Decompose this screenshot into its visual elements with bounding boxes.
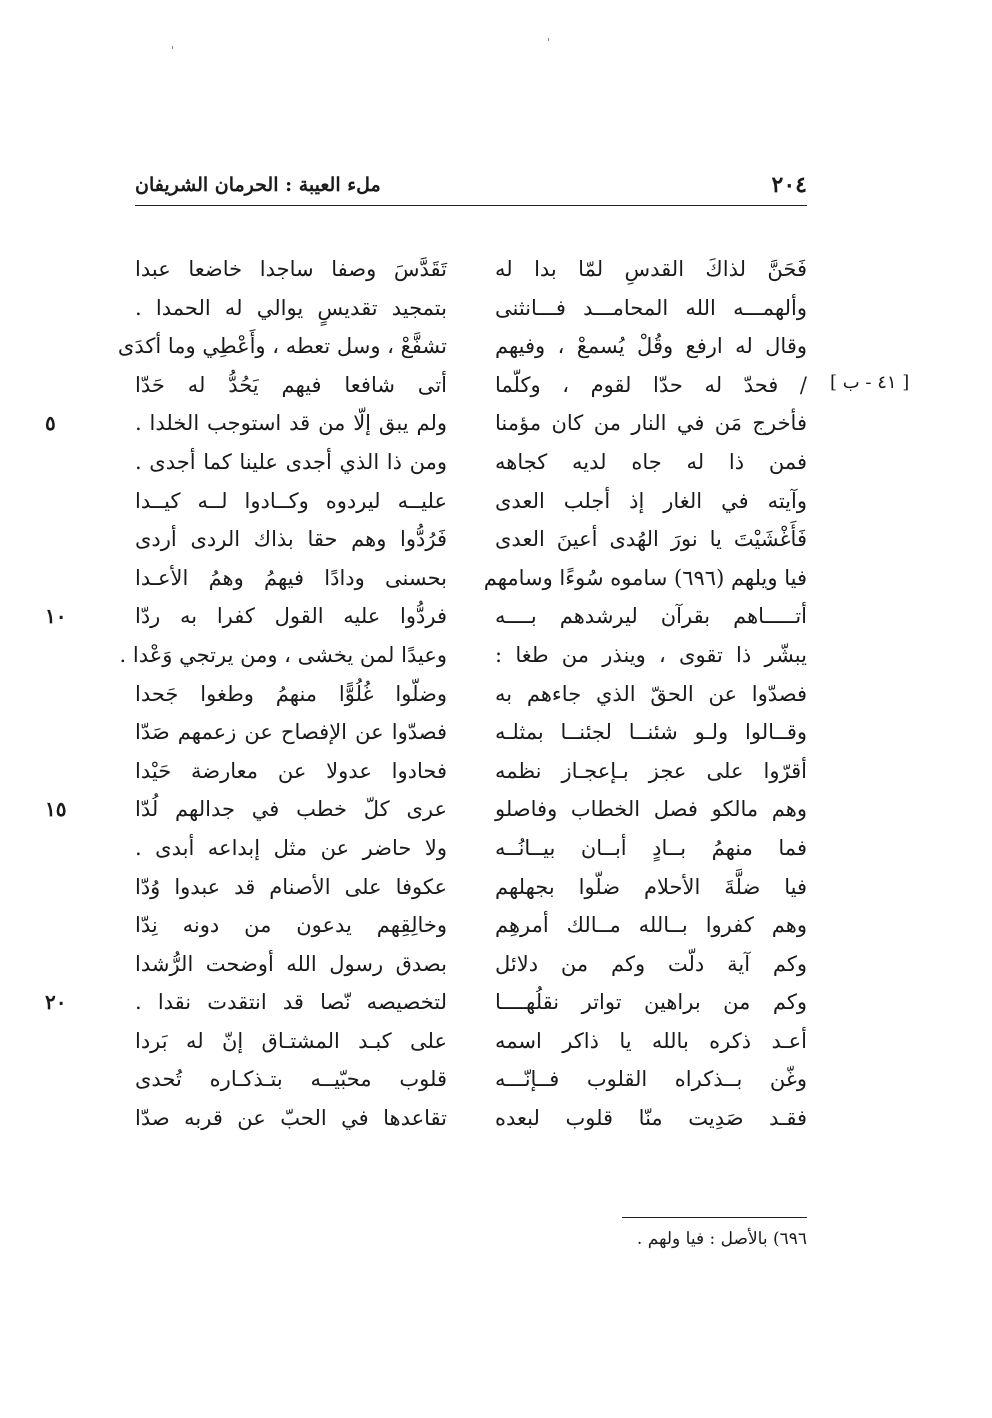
verse-line — [135, 713, 807, 752]
verse-second-hemistich: بحسنى ودادًا فيهمُ وهمُ الأعـدا — [135, 565, 447, 590]
verse-first-hemistich: وآيته في الغار إذ أجلب العدى — [495, 488, 807, 513]
verse-line — [135, 868, 807, 907]
verse-line — [135, 1060, 807, 1099]
verse-second-hemistich: تَقَدَّسَ وصفا ساجدا خاضعا عبدا — [135, 257, 447, 281]
verse-second-hemistich: فصدّوا عن الإفصاح عن زعمهم صَدّا — [135, 720, 447, 745]
verse-first-hemistich: فصدّوا عن الحقّ الذي جاءهم به — [495, 681, 807, 706]
verse-first-hemistich: أقرّوا على عجز بـإعجـاز نظمه — [495, 758, 807, 783]
verse-first-hemistich: وقال له ارفع وقُلْ يُسمعْ ، وفيهم — [495, 334, 807, 359]
verse-second-hemistich: فردُّوا عليه القول كفرا به ردّا — [135, 604, 447, 629]
verse-line — [45, 790, 807, 829]
verse-second-hemistich: فَرُدُّوا وهم حقا بذاك الردى أردى — [135, 527, 447, 552]
verse-second-hemistich: قلوب محبّيــه بتـذكـاره تُحدى — [135, 1067, 447, 1092]
verse-second-hemistich: عكوفا على الأصنام قد عبدوا وُدّا — [135, 874, 447, 899]
line-number: ٢٠ — [45, 990, 67, 1015]
verse-first-hemistich: فقـد صَدِيت منّا قلوب لبعده — [495, 1106, 807, 1131]
line-number: ١٥ — [45, 797, 67, 822]
verse-line — [135, 906, 807, 945]
verse-line — [135, 559, 807, 598]
verse-second-hemistich: بصدق رسول الله أوضحت الرُّشدا — [135, 951, 447, 976]
verse-line — [117, 327, 807, 366]
margin-folio-marker: [ ٤١ - ب ] — [830, 372, 910, 393]
verse-second-hemistich: ومن ذا الذي أجدى علينا كما أجدى . — [135, 449, 447, 474]
verse-second-hemistich: عليــه ليردوه وكــادوا لــه كيــدا — [135, 488, 447, 513]
verse-first-hemistich: وقــالوا ولـو شئنــا لجئنــا بمثلـه — [495, 720, 807, 745]
verse-first-hemistich: / فحدّ له حدّا لقوم ، وكلّما — [495, 372, 807, 397]
verse-first-hemistich: وكم من براهين تواتر نقلُهــــا — [495, 990, 807, 1015]
verse-first-hemistich: وهم مالكو فصل الخطاب وفاصلو — [495, 797, 807, 822]
verse-first-hemistich: فَحَنَّ لذاكَ القدسِ لمّا بدا له — [495, 257, 807, 281]
verse-first-hemistich: وهم كفروا بــالله مــالك أمرهِم — [495, 913, 807, 938]
verse-first-hemistich: وكم آية دلّت وكم من دلائل — [495, 951, 807, 976]
verse-line — [135, 366, 807, 405]
verse-first-hemistich: فَأَغْشَيْتَ يا نورَ الهُدى أعينَ العدى — [495, 527, 807, 552]
verse-line — [135, 829, 807, 868]
verse-second-hemistich: تشفَّعْ ، وسل تعطه ، وأَعْطِي وما أكدَى — [117, 334, 447, 359]
verse-first-hemistich: فأخرج مَن في النار من كان مؤمنا — [495, 411, 807, 436]
page-number: ٢٠٤ — [771, 172, 807, 198]
verse-line — [45, 597, 807, 636]
line-number: ٥ — [45, 411, 56, 436]
verse-first-hemistich: وألهمـــه الله المحامـــد فـــانثنى — [495, 295, 807, 320]
verse-second-hemistich: ولا حاضر عن مثل إبداعه أبدى . — [135, 835, 447, 860]
footnote: ٦٩٦) بالأصل : فيا ولهم . — [636, 1229, 807, 1249]
running-title: ملء العيبة : الحرمان الشريفان — [135, 174, 381, 196]
scan-speck — [548, 38, 549, 41]
verse-first-hemistich: فيا ضلَّةَ الأحلام ضلّوا بجهلهم — [495, 874, 807, 899]
verse-first-hemistich: يبشّر ذا تقوى ، وينذر من طغا : — [495, 642, 807, 667]
verse-second-hemistich: بتمجيد تقديسٍ يوالي له الحمدا . — [135, 295, 447, 320]
verse-second-hemistich: وعيدًا لمن يخشى ، ومن يرتجي وَعْدا . — [119, 642, 447, 667]
verse-second-hemistich: تقاعدها في الحبّ عن قربه صدّا — [135, 1106, 447, 1131]
verse-line — [135, 520, 807, 559]
verse-line — [135, 443, 807, 482]
verse-second-hemistich: أتى شافعا فيهم يَحُدُّ له حَدّا — [135, 372, 447, 397]
page-header — [135, 168, 807, 204]
verse-line — [119, 636, 807, 675]
verse-line — [45, 983, 807, 1022]
header-rule — [135, 205, 807, 206]
verse-second-hemistich: ولم يبق إلّا من قد استوجب الخلدا . — [135, 411, 447, 436]
verse-line — [135, 482, 807, 521]
verse-second-hemistich: على كبـد المشتـاق إنّ له بَردا — [135, 1028, 447, 1053]
verse-second-hemistich: وخالِقِهم يدعون من دونه نِدّا — [135, 913, 447, 938]
verse-first-hemistich: فمن ذا له جاه لديه كجاهه — [495, 449, 807, 474]
verse-first-hemistich: وغّن بــذكراه القلوب فــإنّـــه — [495, 1067, 807, 1092]
verse-first-hemistich: أتـــــاهم بقرآن ليرشدهم بــــه — [495, 604, 807, 629]
verse-second-hemistich: وضلّوا غُلُوًّا منهمُ وطغوا جَحدا — [135, 681, 447, 706]
line-number: ١٠ — [45, 604, 67, 629]
verse-first-hemistich: أعـد ذكره بالله يا ذاكر اسمه — [495, 1028, 807, 1053]
verse-line — [135, 675, 807, 714]
verse-line — [135, 1022, 807, 1061]
verse-line — [135, 289, 807, 328]
poem-body — [45, 250, 807, 1138]
verse-line — [135, 945, 807, 984]
verse-first-hemistich: فما منهمُ بــادٍ أبــان بيــانُــه — [495, 835, 807, 860]
verse-second-hemistich: فحادوا عدولا عن معارضة حَيْدا — [135, 758, 447, 783]
verse-line — [135, 752, 807, 791]
verse-line — [135, 1099, 807, 1138]
verse-second-hemistich: لتخصيصه نّصا قد انتقدت نقدا . — [135, 990, 447, 1015]
verse-line — [45, 404, 807, 443]
verse-line — [135, 250, 807, 289]
verse-first-hemistich: فيا ويلهم (٦٩٦) ساموه سُوءًا وسامهم — [483, 565, 807, 590]
footnote-rule — [622, 1217, 807, 1218]
scan-speck — [172, 46, 173, 49]
verse-second-hemistich: عرى كلّ خطب في جدالهم لُدّا — [135, 797, 447, 822]
